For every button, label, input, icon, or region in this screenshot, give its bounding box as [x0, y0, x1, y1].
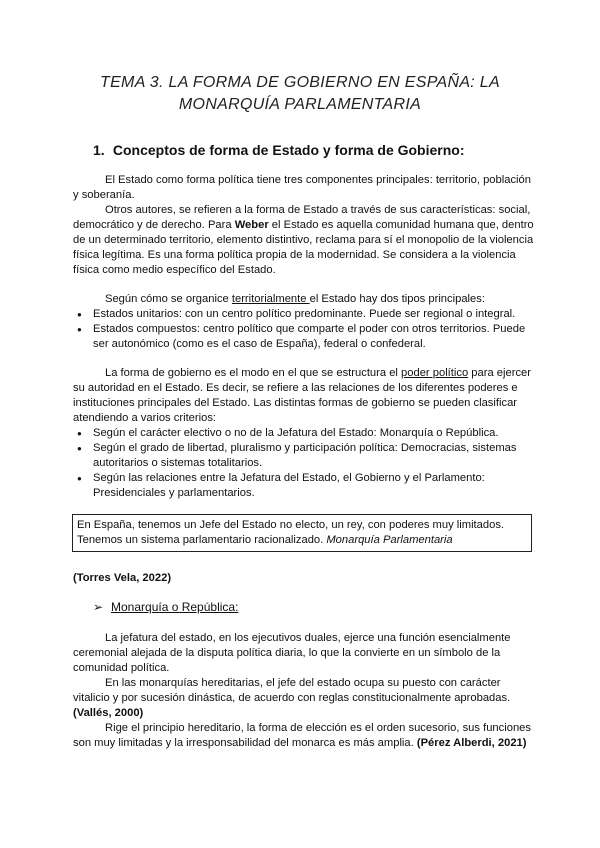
document-title: [60, 72, 540, 116]
underlined-term: territorialmente: [231, 293, 310, 305]
paragraph-jefatura: [73, 631, 535, 751]
text-run: el Estado es aquella comunidad humana que, dentro de un determinado territorio, elemento distintivo, reclama para sí el monopolio de la violencia física legítima. Es una forma política propia de la modernidad. Se considera a la violencia física como medio específico del Estado.: [73, 219, 534, 276]
text-run: Según cómo se organice: [105, 293, 232, 305]
paragraph-components: [73, 173, 535, 203]
bullet-list-state-types: [73, 307, 535, 352]
section-heading: [93, 141, 465, 159]
box-italic-term: Monarquía Parlamentaria: [326, 534, 453, 546]
section-number: 1.: [93, 142, 105, 158]
list-item: ● Según las relaciones entre la Jefatura del Estado, el Gobierno y el Parlamento: Presidenciales y parlamentarios.: [73, 471, 535, 501]
list-item: ● Estados unitarios: con un centro político predominante. Puede ser regional o integral.: [73, 307, 535, 322]
paragraph-weber: [73, 203, 535, 278]
text-run: La forma de gobierno es el modo en el que se estructura el: [105, 367, 402, 379]
box-text: En España, tenemos un Jefe del Estado no electo, un rey, con poderes muy limitados. Tenemos un sistema parlamentario racionalizado.: [77, 519, 505, 546]
title-line-2: MONARQUÍA PARLAMENTARIA: [178, 96, 422, 113]
paragraph-forma-gobierno: [73, 366, 535, 501]
bullet-list-criteria: [73, 426, 535, 501]
subheading: [93, 600, 238, 615]
paragraph-territorial: [73, 292, 535, 352]
subheading-text: Monarquía o República:: [111, 600, 239, 614]
section-title: Conceptos de forma de Estado y forma de Gobierno:: [112, 142, 465, 158]
text-run: el Estado hay dos tipos principales:: [309, 293, 485, 305]
citation-perez-alberdi: (Pérez Alberdi, 2021): [416, 737, 527, 749]
underlined-term: poder político: [401, 367, 469, 379]
paragraph-text: El Estado como forma política tiene tres componentes principales: territorio, población y soberanía.: [73, 174, 531, 201]
text-run: En las monarquías hereditarias, el jefe del estado ocupa su puesto con carácter vitalicio y por sucesión dinástica, de acuerdo con reglas constitucionalmente aprobadas.: [73, 677, 511, 704]
text-run: Otros autores, se refieren a la forma de Estado a través de sus características: social, democrático y de derecho. Para: [73, 204, 531, 231]
arrow-bullet-icon: ➢: [93, 600, 104, 614]
bold-name-weber: Weber: [234, 219, 269, 231]
paragraph-text: La jefatura del estado, en los ejecutivos duales, ejerce una función esencialmente ceremonial alejada de la disputa política diaria, lo que la convierte en un símbolo de la comunidad política.: [73, 632, 511, 674]
text-run: Rige el principio hereditario, la forma de elección es el orden sucesorio, sus funciones son muy limitadas y la irresponsabilidad del monarca es más amplia.: [73, 722, 531, 749]
title-line-1: TEMA 3. LA FORMA DE GOBIERNO EN ESPAÑA: LA: [100, 74, 500, 91]
citation-torres-vela: (Torres Vela, 2022): [73, 572, 172, 584]
text-run: para ejercer su autoridad en el Estado. Es decir, se refiere a las relaciones de los diferentes poderes e instituciones principales del Estado. Las distintas formas de gobierno se pueden clasificar atendiendo a varios criterios:: [73, 367, 532, 424]
list-item: ● Estados compuestos: centro político que comparte el poder con otros territorios. Puede ser autonómico (como es el caso de España), federal o confederal.: [73, 322, 535, 352]
highlight-box: [72, 514, 532, 552]
list-item: ● Según el grado de libertad, pluralismo y participación política: Democracias, sistemas autoritarios o sistemas totalitarios.: [73, 441, 535, 471]
list-item: ● Según el carácter electivo o no de la Jefatura del Estado: Monarquía o República.: [73, 426, 535, 441]
citation-valles: (Vallés, 2000): [73, 707, 144, 719]
